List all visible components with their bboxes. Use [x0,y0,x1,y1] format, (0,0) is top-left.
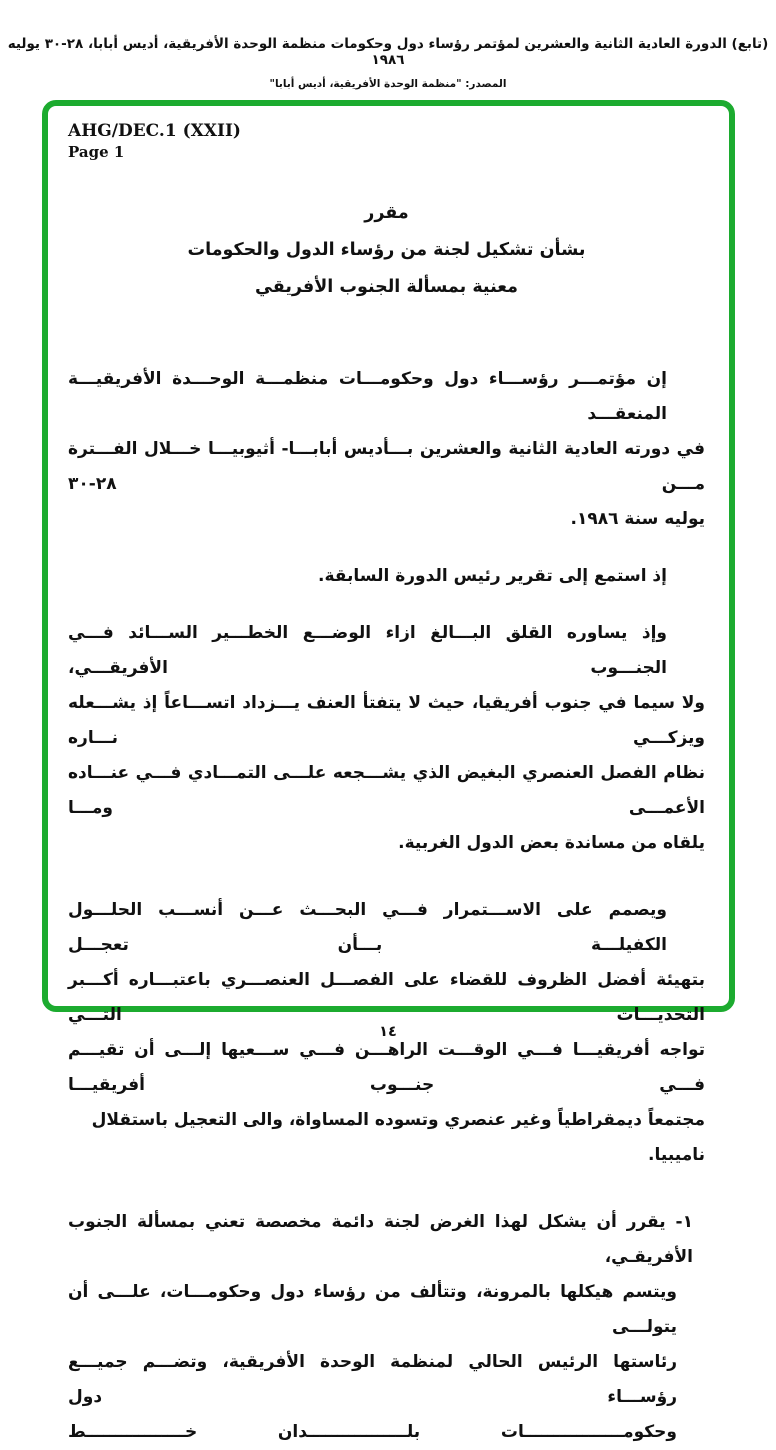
paragraph-line: يوليه سنة ١٩٨٦. [570,509,705,529]
paragraph-line: ١- يقرر أن يشكل لهذا الغرض لجنة دائمة مخصصة تعني بمسألة الجنوب الأفريقـي، [68,1212,693,1267]
paragraph-having-heard [68,559,705,594]
paragraph-line: بتهيئة أفضل الظروف للقضاء على الفصـــل العنصـــري باعتبـــاره أكـــبر التحديـــات التـــي [68,970,705,1025]
paragraph-line: وحكومـــــــــــــــــات بلـــــــــــــــــدان خـــــــــــــــــط [68,1422,677,1442]
paragraph-line: إذ استمع إلى تقرير رئيس الدورة السابقة. [318,566,667,586]
scan-header-session-line: (تابع) الدورة العادية الثانية والعشرين لمؤتمر رؤساء دول وحكومات منظمة الوحدة الأفريقية، أديس أبابا، ٢٨-٣٠ يوليه ١٩٨٦ [7,36,769,68]
paragraph-line: نظام الفصل العنصري البغيض الذي يشـــجعه علـــى التمـــادي فـــي عنـــاده الأعمـــى ومـــا [68,763,705,818]
paragraph-decision-item-1 [68,1205,705,1450]
paragraph-line: وإذ يساوره القلق البـــالغ ازاء الوضـــع الخطـــير الســـائد فـــي الجنـــوب الأفريقـــي، [68,623,667,678]
paragraph-line: ويصمم على الاســـتمرار فـــي البحـــث عـــن أنســـب الحلـــول الكفيلـــة بـــأن تعجـــل [68,900,667,955]
paragraph-line: في دورته العادية الثانية والعشرين بـــأديس أبابـــا- أثيوبيـــا خـــلال الفـــترة مـــن ٢٨-٣٠ [68,439,705,494]
paragraph-line: إن مؤتمـــر رؤســـاء دول وحكومـــات منظمـــة الوحـــدة الأفريقيـــة المنعقـــد [68,369,667,424]
title-line: بشأن تشكيل لجنة من رؤساء الدول والحكومات [187,240,586,260]
paragraph-line: ويتسم هيكلها بالمرونة، وتتألف من رؤساء دول وحكومـــات، علـــى أن يتولـــى [68,1282,677,1337]
scan-header-source-line: المصدر: "منظمة الوحدة الأفريقية، أديس أبابا" [269,78,507,90]
paragraph-gravely-concerned [68,616,705,861]
paragraph-line: مجتمعاً ديمقراطياً وغير عنصري وتسوده المساواة، والى التعجيل باستقلال ناميبيا. [91,1110,705,1165]
paragraph-line: تواجه أفريقيـــا فـــي الوقـــت الراهـــن فـــي ســـعيها إلـــى أن تقيـــم فـــي جنـــوب أفريقيـــا [68,1040,705,1095]
document-reference: AHG/DEC.1 (XXII) [68,121,241,141]
title-line: معنية بمسألة الجنوب الأفريقي [255,277,518,297]
document-title [68,195,705,306]
scan-header [0,36,776,90]
footer-page-number: ١٤ [379,1024,397,1040]
paragraph-line: يلقاه من مساندة بعض الدول الغربية. [398,833,705,853]
document-page-label: Page 1 [68,143,125,161]
paragraph-preamble [68,362,705,537]
title-line: مقرر [364,203,409,223]
paragraph-line: رئاستها الرئيس الحالي لمنظمة الوحدة الأفريقية، وتضـــم جميـــع رؤســـاء دول [68,1352,677,1407]
paragraph-line: ولا سيما في جنوب أفريقيا، حيث لا يتفتأ العنف يـــزداد اتســـاعاً إذ يشـــعله ويزكـــي نـــاره [68,693,705,748]
